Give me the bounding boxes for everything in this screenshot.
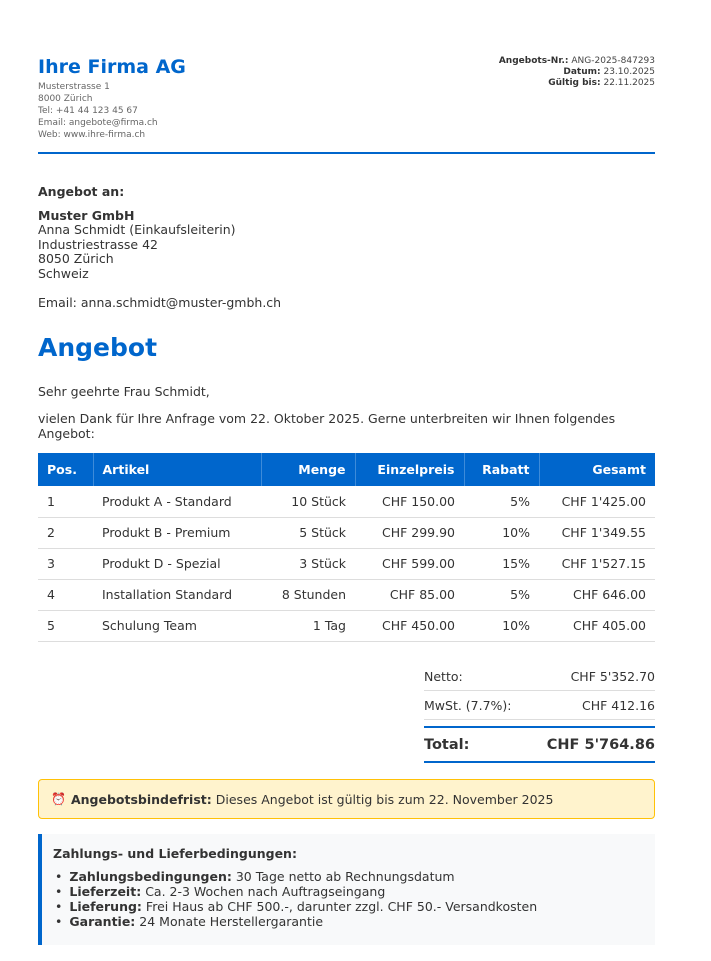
validity-notice [38, 779, 655, 819]
terms-item-text: Frei Haus ab CHF 500.-, darunter zzgl. CHF 50.- Versandkosten [145, 899, 538, 914]
col-article: Artikel [93, 453, 261, 486]
terms-item-text: Ca. 2-3 Wochen nach Auftragseingang [145, 884, 386, 899]
table-row [38, 486, 655, 517]
terms-item [53, 884, 655, 899]
table-header-row [38, 453, 655, 486]
offer-no-label: Angebots-Nr.: [498, 56, 569, 66]
vat-value: CHF 412.16 [581, 697, 655, 713]
cell-discount: 10% [464, 517, 539, 548]
recipient-city: 8050 Zürich [38, 251, 114, 267]
cell-discount: 15% [464, 548, 539, 579]
terms-item-label: Lieferung: [69, 899, 142, 914]
terms-list [53, 869, 655, 929]
company-city: 8000 Zürich [38, 94, 93, 104]
cell-total: CHF 646.00 [539, 579, 655, 610]
company-name: Ihre Firma AG [38, 56, 186, 78]
date-label: Datum: [563, 67, 601, 77]
net-label: Netto: [424, 668, 463, 684]
company-address: Musterstrasse 1 [38, 82, 110, 92]
terms-title: Zahlungs- und Lieferbedingungen: [53, 846, 297, 861]
cell-pos: 1 [38, 486, 93, 517]
company-phone: Tel: +41 44 123 45 67 [38, 106, 138, 116]
col-discount: Rabatt [464, 453, 539, 486]
terms-item [53, 869, 655, 884]
cell-total: CHF 405.00 [539, 610, 655, 641]
notice-text: Dieses Angebot ist gültig bis zum 22. November 2025 [215, 791, 554, 807]
terms-item-text: 24 Monate Herstellergarantie [139, 914, 324, 929]
cell-article: Produkt B - Premium [93, 517, 261, 548]
terms-item-label: Garantie: [69, 914, 136, 929]
cell-total: CHF 1'425.00 [539, 486, 655, 517]
cell-article: Produkt A - Standard [93, 486, 261, 517]
recipient-email: Email: anna.schmidt@muster-gmbh.ch [38, 294, 282, 310]
table-row [38, 548, 655, 579]
offer-date: 23.10.2025 [603, 67, 655, 77]
terms-item [53, 914, 655, 929]
intro-text: vielen Dank für Ihre Anfrage vom 22. Oktober 2025. Gerne unterbreiten wir Ihnen folgendes Angebot: [38, 411, 616, 441]
recipient-country: Schweiz [38, 265, 89, 281]
notice-label: Angebotsbindefrist: [70, 791, 212, 807]
cell-quantity: 3 Stück [261, 548, 355, 579]
cell-total: CHF 1'349.55 [539, 517, 655, 548]
header-divider [38, 152, 655, 154]
alarm-clock-icon: ⏰ [51, 792, 66, 806]
cell-unit-price: CHF 299.90 [355, 517, 464, 548]
cell-pos: 5 [38, 610, 93, 641]
page-title: Angebot [38, 333, 158, 362]
recipient-label: Angebot an: [38, 184, 125, 199]
valid-until: 22.11.2025 [603, 78, 655, 88]
cell-discount: 10% [464, 610, 539, 641]
totals-block [424, 662, 655, 763]
cell-discount: 5% [464, 486, 539, 517]
cell-unit-price: CHF 599.00 [355, 548, 464, 579]
cell-pos: 3 [38, 548, 93, 579]
cell-unit-price: CHF 150.00 [355, 486, 464, 517]
total-label: Total: [424, 736, 470, 753]
total-row [424, 726, 655, 763]
cell-unit-price: CHF 85.00 [355, 579, 464, 610]
net-value: CHF 5'352.70 [570, 668, 655, 684]
col-quantity: Menge [261, 453, 355, 486]
col-unit-price: Einzelpreis [355, 453, 464, 486]
cell-pos: 2 [38, 517, 93, 548]
terms-item [53, 899, 655, 914]
terms-item-label: Zahlungsbedingungen: [69, 869, 232, 884]
greeting: Sehr geehrte Frau Schmidt, [38, 384, 210, 399]
cell-article: Schulung Team [93, 610, 261, 641]
offer-no: ANG-2025-847293 [571, 56, 655, 66]
cell-unit-price: CHF 450.00 [355, 610, 464, 641]
recipient-street: Industriestrasse 42 [38, 236, 158, 252]
header [38, 56, 655, 154]
cell-article: Produkt D - Spezial [93, 548, 261, 579]
total-value: CHF 5'764.86 [546, 736, 655, 753]
cell-pos: 4 [38, 579, 93, 610]
cell-quantity: 8 Stunden [261, 579, 355, 610]
cell-article: Installation Standard [93, 579, 261, 610]
company-info [38, 81, 158, 141]
offer-meta [499, 56, 655, 89]
table-row [38, 579, 655, 610]
terms-item-label: Lieferzeit: [69, 884, 142, 899]
vat-row [424, 691, 655, 720]
col-total: Gesamt [539, 453, 655, 486]
recipient-company: Muster GmbH [38, 207, 135, 223]
terms-item-text: 30 Tage netto ab Rechnungsdatum [235, 869, 455, 884]
cell-quantity: 1 Tag [261, 610, 355, 641]
valid-label: Gültig bis: [548, 78, 601, 88]
company-email: Email: angebote@firma.ch [38, 118, 158, 128]
cell-total: CHF 1'527.15 [539, 548, 655, 579]
vat-label: MwSt. (7.7%): [424, 697, 512, 713]
table-row [38, 517, 655, 548]
cell-quantity: 5 Stück [261, 517, 355, 548]
terms-block [38, 834, 655, 945]
net-row [424, 662, 655, 691]
cell-discount: 5% [464, 579, 539, 610]
items-table [38, 453, 655, 642]
recipient-contact: Anna Schmidt (Einkaufsleiterin) [38, 222, 236, 238]
company-web: Web: www.ihre-firma.ch [38, 130, 146, 140]
col-pos: Pos. [38, 453, 93, 486]
table-row [38, 610, 655, 641]
recipient-block [38, 185, 281, 310]
cell-quantity: 10 Stück [261, 486, 355, 517]
